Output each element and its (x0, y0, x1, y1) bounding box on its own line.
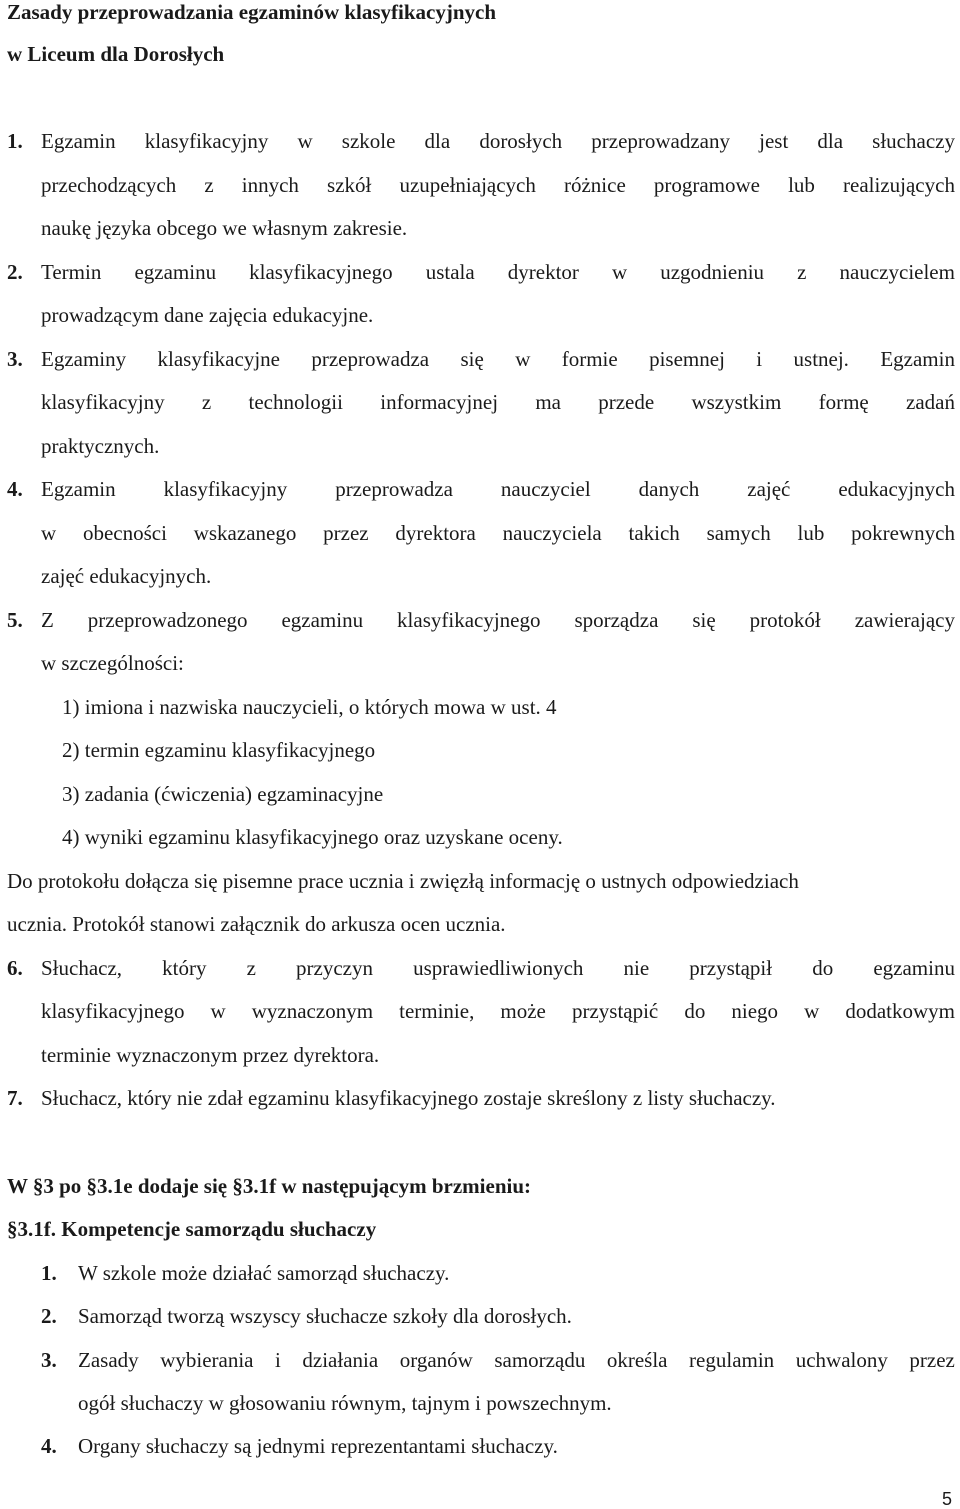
word: technologii (248, 390, 343, 414)
word: klasyfikacyjnego (41, 999, 185, 1023)
word: przeprowadzany (591, 129, 731, 153)
word: z (204, 173, 214, 197)
protocol-note-line-1: Do protokołu dołącza się pisemne prace ucznia i zwięzłą informację o ustnych odpowiedziach (7, 869, 799, 893)
point-number: 1. (41, 1261, 57, 1285)
point-3-line-2: ogół słuchaczy w głosowaniu równym, tajnym i powszechnym. (78, 1391, 612, 1415)
word: klasyfikacyjny (144, 129, 269, 153)
word: formę (818, 390, 869, 414)
point-number: 2. (41, 1304, 57, 1328)
word: się (460, 347, 484, 371)
item-1-line-2 (41, 175, 955, 196)
word: w (41, 521, 57, 545)
word: dodatkowym (845, 999, 955, 1023)
word: realizujących (843, 173, 955, 197)
word: przez (323, 521, 369, 545)
word: dyrektor (507, 260, 579, 284)
word: wskazanego (193, 521, 297, 545)
item-3-line-3: praktycznych. (41, 434, 160, 458)
word: dla (817, 129, 844, 153)
word: przeprowadzonego (87, 608, 248, 632)
item-6-line-1 (41, 958, 955, 979)
word: samorządu (494, 1348, 586, 1372)
word: do (812, 956, 834, 980)
point-4-text: Organy słuchaczy są jednymi reprezentantami słuchaczy. (78, 1434, 558, 1458)
word: klasyfikacyjnego (397, 608, 541, 632)
word: dla (424, 129, 451, 153)
word: przyczyn (296, 956, 373, 980)
word: zawierający (854, 608, 955, 632)
item-number: 1. (7, 129, 23, 153)
section-heading: §3.1f. Kompetencje samorządu słuchaczy (7, 1217, 377, 1241)
word: egzaminu (873, 956, 955, 980)
item-4-line-1 (41, 479, 955, 500)
word: przystąpić (571, 999, 659, 1023)
word: zajęć (747, 477, 791, 501)
item-2-line-2: prowadzącym dane zajęcia edukacyjne. (41, 303, 374, 327)
word: działania (302, 1348, 379, 1372)
item-number: 5. (7, 608, 23, 632)
word: obecności (82, 521, 167, 545)
word: klasyfikacyjne (157, 347, 280, 371)
word: przystąpił (689, 956, 773, 980)
point-number: 4. (41, 1434, 57, 1458)
word: egzaminu (134, 260, 217, 284)
word: organów (399, 1348, 473, 1372)
word: dorosłych (479, 129, 563, 153)
item-number: 3. (7, 347, 23, 371)
word: protokół (749, 608, 821, 632)
word: różnice (563, 173, 626, 197)
word: ustnej. (793, 347, 849, 371)
word: z (797, 260, 807, 284)
protocol-note-line-2: ucznia. Protokół stanowi załącznik do arkusza ocen ucznia. (7, 912, 506, 936)
word: usprawiedliwionych (413, 956, 584, 980)
word: do (684, 999, 706, 1023)
point-2-text: Samorząd tworzą wszyscy słuchacze szkoły dla dorosłych. (78, 1304, 572, 1328)
item-5-line-1 (41, 610, 955, 631)
subitem-1: 1) imiona i nazwiska nauczycieli, o których mowa w ust. 4 (62, 695, 557, 719)
word: samych (706, 521, 771, 545)
subitem-2: 2) termin egzaminu klasyfikacyjnego (62, 738, 376, 762)
word: Zasady (78, 1348, 139, 1372)
word: klasyfikacyjnego (249, 260, 393, 284)
item-3-line-2 (41, 392, 955, 413)
word: przede (598, 390, 655, 414)
item-1-line-3: naukę języka obcego we własnym zakresie. (41, 216, 408, 240)
word: uzgodnieniu (660, 260, 765, 284)
item-2-line-1 (41, 262, 955, 283)
word: z (246, 956, 256, 980)
word: dyrektora (395, 521, 476, 545)
document-title-line-2: w Liceum dla Dorosłych (7, 42, 225, 66)
word: może (500, 999, 546, 1023)
word: Egzamin (41, 129, 116, 153)
point-number: 3. (41, 1348, 57, 1372)
word: klasyfikacyjny (41, 390, 165, 414)
word: w (611, 260, 628, 284)
word: w (297, 129, 313, 153)
word: terminie, (399, 999, 475, 1023)
word: informacyjnej (380, 390, 499, 414)
word: w (804, 999, 820, 1023)
word: wszystkim (691, 390, 782, 414)
amendment-heading: W §3 po §3.1e dodaje się §3.1f w następującym brzmieniu: (7, 1174, 532, 1198)
word: Słuchacz, (41, 956, 123, 980)
word: Egzamin (41, 477, 116, 501)
word: w (210, 999, 226, 1023)
word: niego (731, 999, 779, 1023)
word: lub (797, 521, 825, 545)
word: nauczyciel (500, 477, 591, 501)
word: danych (638, 477, 700, 501)
word: innych (241, 173, 299, 197)
word: przez (909, 1348, 955, 1372)
word: z (201, 390, 212, 414)
item-4-line-3: zajęć edukacyjnych. (41, 564, 212, 588)
word: jest (759, 129, 789, 153)
word: w (515, 347, 531, 371)
word: Egzaminy (41, 347, 127, 371)
item-1-line-1 (41, 131, 955, 152)
word: Egzamin (880, 347, 955, 371)
word: egzaminu (281, 608, 364, 632)
word: uzupełniających (399, 173, 536, 197)
word: przeprowadza (335, 477, 453, 501)
word: Termin (41, 260, 102, 284)
page-number: 5 (941, 1489, 952, 1509)
item-5-line-2: w szczególności: (41, 651, 184, 675)
item-number: 6. (7, 956, 23, 980)
subitem-3: 3) zadania (ćwiczenia) egzaminacyjne (62, 782, 384, 806)
item-number: 2. (7, 260, 23, 284)
word: lub (788, 173, 815, 197)
word: pisemnej (649, 347, 725, 371)
word: uchwalony (795, 1348, 888, 1372)
word: klasyfikacyjny (163, 477, 288, 501)
word: określa (606, 1348, 668, 1372)
word: i (275, 1348, 281, 1372)
item-7-line-1: Słuchacz, który nie zdał egzaminu klasyfikacyjnego zostaje skreślony z listy słuchaczy. (41, 1086, 776, 1110)
word: pokrewnych (851, 521, 955, 545)
word: wybierania (160, 1348, 254, 1372)
word: ma (535, 390, 561, 414)
word: który (162, 956, 207, 980)
word: edukacyjnych (838, 477, 955, 501)
item-number: 7. (7, 1086, 23, 1110)
item-3-line-1 (41, 349, 955, 370)
word: zadań (906, 390, 955, 414)
word: ustala (425, 260, 475, 284)
word: szkole (341, 129, 396, 153)
word: sporządza (574, 608, 659, 632)
word: nie (623, 956, 650, 980)
word: formie (561, 347, 618, 371)
word: programowe (653, 173, 760, 197)
word: przeprowadza (311, 347, 430, 371)
word: Z (41, 608, 54, 632)
item-number: 4. (7, 477, 23, 501)
word: szkół (327, 173, 372, 197)
word: się (692, 608, 716, 632)
document-title-line-1: Zasady przeprowadzania egzaminów klasyfikacyjnych (7, 0, 497, 24)
word: wyznaczonym (251, 999, 374, 1023)
word: nauczycielem (839, 260, 955, 284)
word: takich (628, 521, 680, 545)
item-6-line-2 (41, 1001, 955, 1022)
word: regulamin (689, 1348, 775, 1372)
word: słuchaczy (872, 129, 955, 153)
word: i (756, 347, 763, 371)
word: przechodzących (41, 173, 177, 197)
point-1-text: W szkole może działać samorząd słuchaczy. (78, 1261, 450, 1285)
item-4-line-2 (41, 523, 955, 544)
word: nauczyciela (502, 521, 602, 545)
item-6-line-3: terminie wyznaczonym przez dyrektora. (41, 1043, 380, 1067)
subitem-4: 4) wyniki egzaminu klasyfikacyjnego oraz uzyskane oceny. (62, 825, 563, 849)
point-3-line-1 (78, 1350, 955, 1371)
